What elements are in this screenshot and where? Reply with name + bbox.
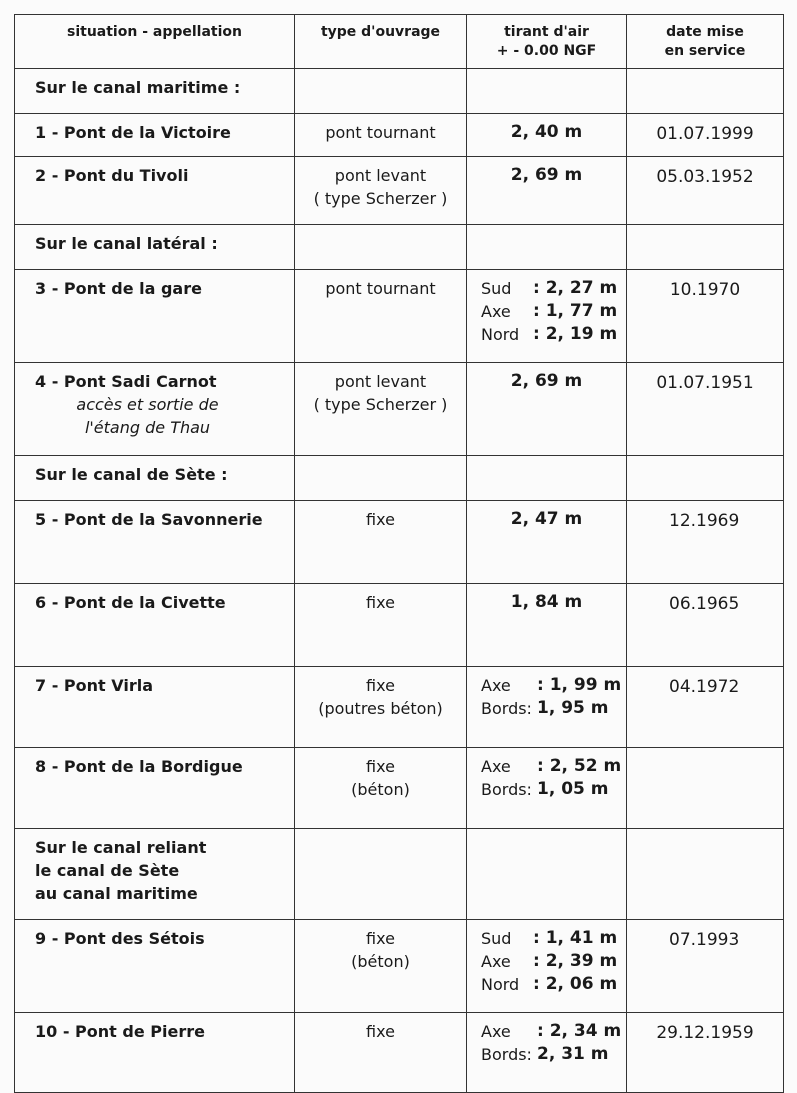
header-date-line1: date mise <box>666 24 744 40</box>
draft-label: Axe <box>481 1022 511 1041</box>
section-row <box>15 829 784 920</box>
type-line2: ( type Scherzer ) <box>313 189 448 208</box>
bridge-draft: 2, 69 m <box>467 157 627 225</box>
draft-value: 1, 05 m <box>537 779 609 799</box>
draft-value: 2, 31 m <box>537 1044 609 1064</box>
header-type <box>295 15 467 69</box>
bridge-note-line1: accès et sortie de <box>76 395 219 414</box>
type-line1: fixe <box>366 929 395 948</box>
draft-line <box>467 927 626 950</box>
bridge-type <box>295 667 467 748</box>
bridge-draft <box>467 1013 627 1093</box>
draft-line <box>467 778 626 801</box>
table-row <box>15 748 784 829</box>
bridge-type: fixe <box>295 584 467 667</box>
draft-value: : 2, 34 m <box>537 1021 622 1041</box>
bridge-date: 06.1965 <box>627 584 784 667</box>
type-line2: (béton) <box>351 952 410 971</box>
draft-line <box>467 697 626 720</box>
draft-value: : 2, 19 m <box>533 324 618 344</box>
bridge-name: 9 - Pont des Sétois <box>15 920 295 1013</box>
table-row <box>15 270 784 363</box>
header-situation <box>15 15 295 69</box>
bridge-draft <box>467 920 627 1013</box>
draft-label: Bords: <box>481 1045 532 1064</box>
draft-label: Bords: <box>481 699 532 718</box>
header-draft-line2: + - 0.00 NGF <box>496 43 597 59</box>
type-line1: pont levant <box>334 166 427 185</box>
section-row <box>15 225 784 270</box>
bridge-name <box>15 363 295 456</box>
table-row <box>15 920 784 1013</box>
header-draft-line1: tirant d'air <box>504 24 589 40</box>
bridge-name: 8 - Pont de la Bordigue <box>15 748 295 829</box>
bridge-date: 01.07.1951 <box>627 363 784 456</box>
type-line2: ( type Scherzer ) <box>313 395 448 414</box>
draft-line <box>467 755 626 778</box>
bridge-name: 2 - Pont du Tivoli <box>15 157 295 225</box>
header-draft <box>467 15 627 69</box>
table-row <box>15 501 784 584</box>
type-line2: (poutres béton) <box>318 699 443 718</box>
bridge-date <box>627 748 784 829</box>
section-line1: Sur le canal reliant <box>35 838 207 857</box>
bridge-date: 07.1993 <box>627 920 784 1013</box>
draft-label: Axe <box>481 952 511 971</box>
bridge-date: 01.07.1999 <box>627 114 784 157</box>
section-title <box>15 829 295 920</box>
draft-label: Nord <box>481 975 520 994</box>
bridge-type <box>295 920 467 1013</box>
table-row <box>15 157 784 225</box>
bridge-type <box>295 748 467 829</box>
draft-line <box>467 1020 626 1043</box>
header-situation-text: situation - appellation <box>67 24 242 40</box>
draft-label: Axe <box>481 302 511 321</box>
draft-label: Axe <box>481 676 511 695</box>
table-row <box>15 114 784 157</box>
bridges-table <box>14 14 784 1093</box>
bridge-date: 05.03.1952 <box>627 157 784 225</box>
table-row <box>15 667 784 748</box>
section-row <box>15 69 784 114</box>
bridge-draft <box>467 270 627 363</box>
bridge-draft: 2, 47 m <box>467 501 627 584</box>
bridge-type: pont tournant <box>295 270 467 363</box>
bridge-name: 3 - Pont de la gare <box>15 270 295 363</box>
section-line3: au canal maritime <box>35 884 198 903</box>
section-title: Sur le canal latéral : <box>15 225 295 270</box>
type-line1: pont levant <box>334 372 427 391</box>
draft-value: : 1, 41 m <box>533 928 618 948</box>
header-row <box>15 15 784 69</box>
draft-value: : 2, 06 m <box>533 974 618 994</box>
draft-line <box>467 277 626 300</box>
bridge-note-line2: l'étang de Thau <box>84 418 211 437</box>
bridge-date: 12.1969 <box>627 501 784 584</box>
draft-value: : 2, 39 m <box>533 951 618 971</box>
draft-line <box>467 300 626 323</box>
bridge-name-text: 4 - Pont Sadi Carnot <box>35 372 217 391</box>
table-row <box>15 1013 784 1093</box>
draft-line <box>467 1043 626 1066</box>
bridge-date: 10.1970 <box>627 270 784 363</box>
bridge-name: 5 - Pont de la Savonnerie <box>15 501 295 584</box>
table-row <box>15 363 784 456</box>
draft-value: : 2, 27 m <box>533 278 618 298</box>
bridge-draft: 1, 84 m <box>467 584 627 667</box>
draft-label: Sud <box>481 279 512 298</box>
draft-value: : 1, 99 m <box>537 675 622 695</box>
section-title: Sur le canal maritime : <box>15 69 295 114</box>
bridge-name: 10 - Pont de Pierre <box>15 1013 295 1093</box>
bridge-type <box>295 363 467 456</box>
bridge-type <box>295 157 467 225</box>
draft-value: 1, 95 m <box>537 698 609 718</box>
type-line1: fixe <box>366 676 395 695</box>
type-line1: fixe <box>366 757 395 776</box>
draft-value: : 1, 77 m <box>533 301 618 321</box>
bridge-date: 04.1972 <box>627 667 784 748</box>
bridge-type: fixe <box>295 1013 467 1093</box>
bridge-type: fixe <box>295 501 467 584</box>
bridge-name: 7 - Pont Virla <box>15 667 295 748</box>
draft-label: Nord <box>481 325 520 344</box>
section-title: Sur le canal de Sète : <box>15 456 295 501</box>
document-page <box>14 14 783 1064</box>
draft-label: Bords: <box>481 780 532 799</box>
draft-label: Axe <box>481 757 511 776</box>
bridge-type: pont tournant <box>295 114 467 157</box>
draft-value: : 2, 52 m <box>537 756 622 776</box>
header-date-line2: en service <box>664 43 746 59</box>
draft-label: Sud <box>481 929 512 948</box>
bridge-name: 1 - Pont de la Victoire <box>15 114 295 157</box>
bridge-date: 29.12.1959 <box>627 1013 784 1093</box>
draft-line <box>467 950 626 973</box>
draft-line <box>467 323 626 346</box>
bridge-draft <box>467 667 627 748</box>
section-row <box>15 456 784 501</box>
draft-line <box>467 973 626 996</box>
table-row <box>15 584 784 667</box>
header-date <box>627 15 784 69</box>
draft-line <box>467 674 626 697</box>
bridge-draft: 2, 40 m <box>467 114 627 157</box>
section-line2: le canal de Sète <box>35 861 180 880</box>
bridge-draft: 2, 69 m <box>467 363 627 456</box>
header-type-text: type d'ouvrage <box>320 24 441 40</box>
bridge-draft <box>467 748 627 829</box>
bridge-name: 6 - Pont de la Civette <box>15 584 295 667</box>
type-line2: (béton) <box>351 780 410 799</box>
